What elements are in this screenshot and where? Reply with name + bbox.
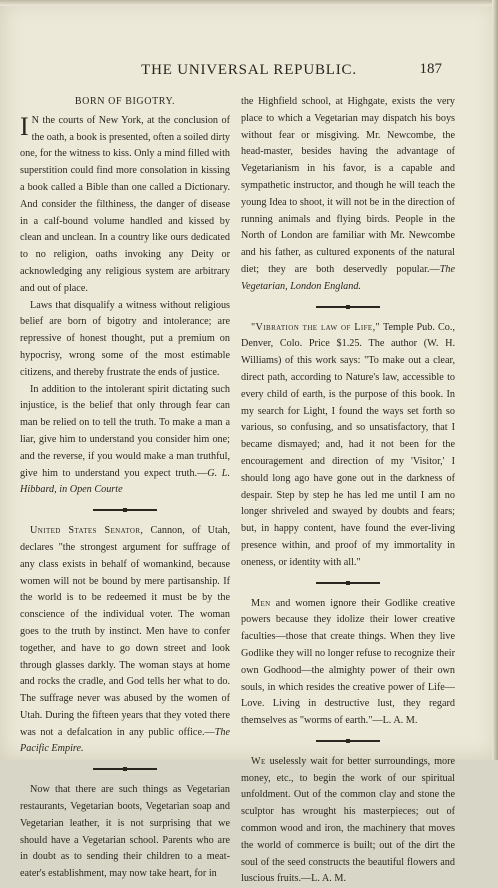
left-column: [20, 94, 230, 883]
section-divider: [20, 764, 230, 774]
article-heading: BORN OF BIGOTRY.: [74, 96, 176, 107]
lead-in: We: [251, 755, 266, 767]
section-divider: [241, 302, 455, 312]
section-divider: [20, 505, 230, 515]
source-citation: The Vegetarian, London England.: [241, 263, 455, 292]
paragraph-text: N the courts of New York, at the conclusion of the oath, a book is presented, often a soiled dirty one, for the witness to kiss. Only a mind filled with superstition could find more consolation in kissing a book called a Bible than one called a Dictionary. And consider the filthiness, the danger of disease in a calf-bound volume handled and kissed by clean and unclean. In a country like ours dedicated to no religion, oaths invoking any Deity or acknowledging any religious system are arbitrary and out of place.: [20, 114, 230, 294]
section-divider: [241, 578, 455, 588]
paragraph-text: uselessly wait for better surroundings, more money, etc., to begin the work of our spiritual unfoldment. Out of the common clay and stone the sculptor has wrought his masterpieces; out of common wood and iron, the machinery that moves the world of commerce is built; out of the dirt the soul of the seed constructs the beautiful flowers and luscious fruits.—L. A. M.: [241, 755, 455, 885]
page-right-edge: [492, 0, 498, 760]
paragraph-text: Cannon, of Utah, declares "the strongest argument for suffrage of any class exists in behalf of womankind, because women will not be bound by mere partisanship. If the world is to be redeemed it must be by the conscience of the individual voter. The woman goes to the truth by instinct. Men have to confer together, and have to go down street and look through glasses darkly. The woman stays at home and rocks the cradle, and God tells her what to do. The suffrage never was abused by the women of Utah. During the fifteen years that they voted there was not a defalcation in any public office.—: [20, 525, 230, 738]
section-divider: [241, 736, 455, 746]
lead-in: United States Senator,: [30, 525, 144, 537]
article-paragraph: Laws that disqualify a witness without religious belief are born of bigotry and intolerance; are repressive of honest thought, put a premium on hypocrisy, wrong some of the most estimable citizens, and thereby frustrate the ends of justice.: [20, 299, 230, 378]
page-number: 187: [419, 61, 442, 77]
right-column: [241, 94, 455, 888]
article-paragraph: [241, 94, 455, 296]
article-paragraph: [241, 754, 455, 888]
source-citation: The Pacific Empire.: [20, 726, 230, 755]
paragraph-text: In addition to the intolerant spirit dictating such injustice, is the belief that only through fear can man be relied on to tell the truth. To make a man a liar, give him to understand you consider him one; and the reverse, if you would make a man truthful, give him to understand you expect truth.—: [20, 383, 230, 479]
source-citation: G. L. Hibbard, in Open Courte: [20, 467, 230, 496]
drop-cap: I: [20, 111, 29, 141]
running-header-title: THE UNIVERSAL REPUBLIC.: [141, 62, 357, 78]
paragraph-text: the Highfield school, at Highgate, exists the very place to which a Vegetarian may dispatch his boys without fear or misgiving. Mr. Newcombe, the head-master, besides having the advantage of Vegetarianism in his favor, is a capable and sympathetic instructor, and though he will teach the young Idea to shoot, it will not be in the direction of running animals and flying birds. People in the North of London are familiar with Mr. Newcombe and his father, as cultured exponents of the natural diet; they are both deservedly popular.—: [241, 96, 455, 275]
paragraph-text: and women ignore their Godlike creative powers because they idolize their lower creative faculties—those that create things. When they live Godlike they will no longer refuse to recognize their own Godhood—the almighty power of their own souls, in which resides the creative power of Life—Love. Living in destructive lust, they regard themselves as "worms of earth."—L. A. M.: [241, 597, 455, 727]
paragraph-text: Temple Pub. Co., Denver, Colo. Price $1.25. The author (W. H. Williams) of this work says: "To make out a clear, direct path, according to Nature's law, accessible to every child of earth, is the purpose of this book. In my search for Light, I found the ways set forth so various, so confusing, and so unsatisfactory, that I became dismayed; and, had it not been for the encouragement and direction of my 'Visitor,' I should long ago have gone out in the darkness of despair. Step by step he has led me until I am no longer shriveled and swayed by doubts and fears; but, in happy content, have found the ever-living presence within, and proof of my immortality in oneness, or identity with all.": [241, 321, 455, 568]
article-paragraph: [20, 523, 230, 758]
article-paragraph: [20, 113, 230, 298]
article-paragraph: Now that there are such things as Vegetarian restaurants, Vegetarian boots, Vegetarian soap and Vegetarian leather, it is not surprising that we should have a Vegetarian school. Parents who are in doubt as to sending their children to a meat-eater's establishment, may now take heart, for in: [20, 784, 230, 880]
article-paragraph: [241, 320, 455, 572]
article-paragraph: [241, 596, 455, 730]
lead-in: "Vibration the law of Life,": [251, 321, 381, 333]
article-paragraph: [20, 382, 230, 500]
page-top-edge: [0, 0, 498, 6]
lead-in: Men: [251, 597, 271, 609]
